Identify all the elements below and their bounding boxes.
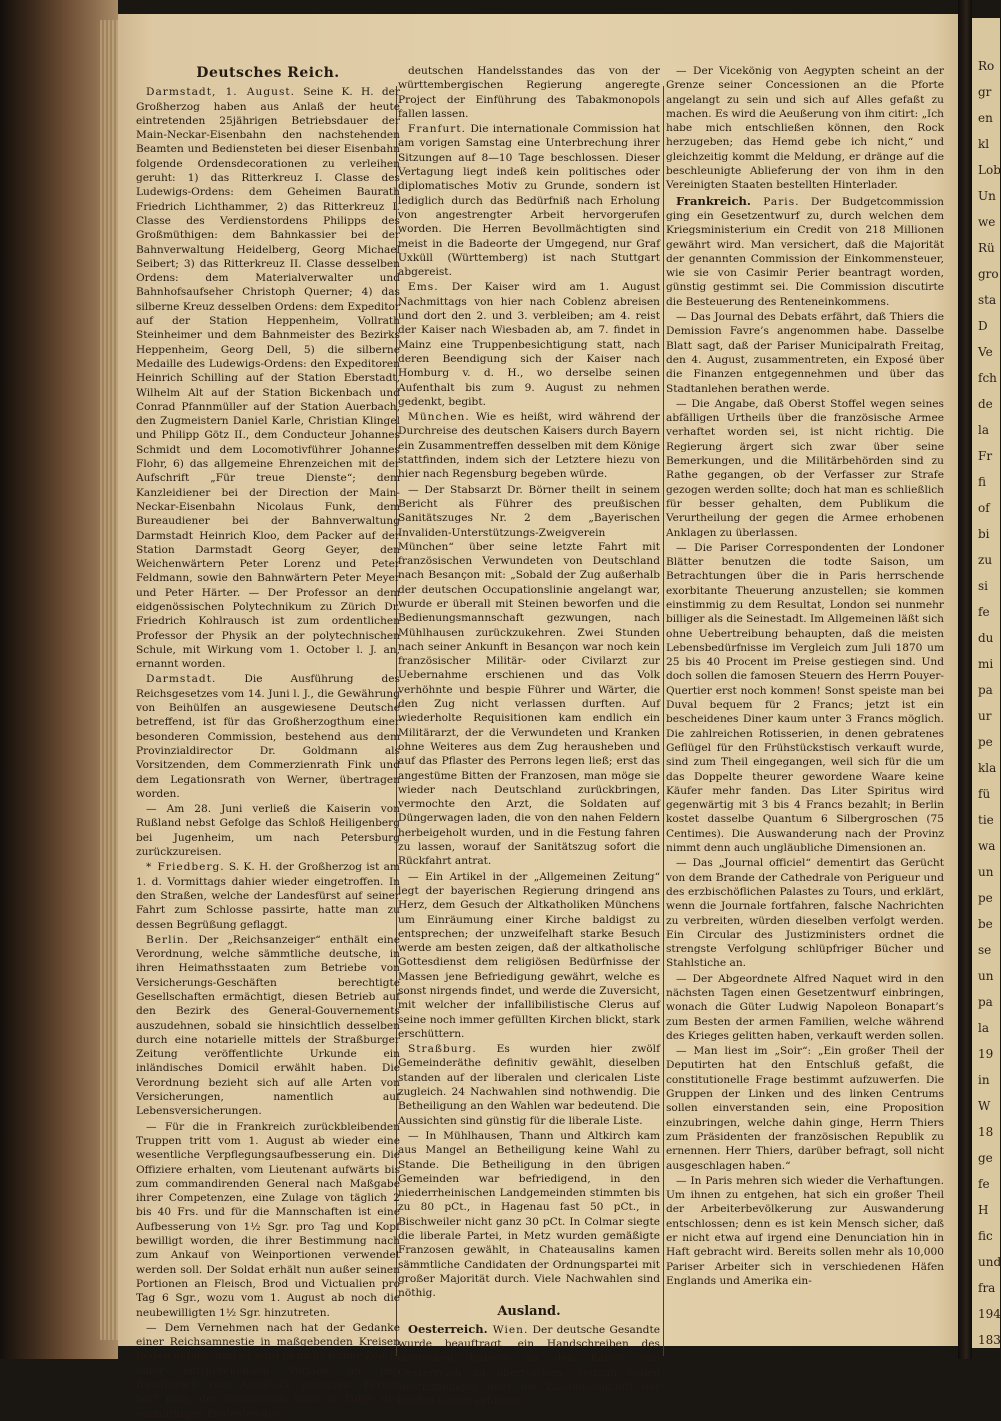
column-2-body (398, 64, 660, 1301)
column-3-body (666, 64, 944, 1288)
section-heading-ausland: Ausland. (497, 1303, 561, 1319)
next-page-text-fragment: W (978, 1099, 991, 1113)
dateline: Darmstadt, 1. August. (146, 86, 296, 99)
next-page-text-fragment: pa (978, 683, 993, 697)
next-page-text-fragment: Lob (978, 163, 1001, 177)
next-page-text-fragment: in (978, 1073, 990, 1087)
paragraph-text: — In Mühlhausen, Thann und Altkirch kam aus Mangel an Betheiligung keine Wahl zu Stande. Die Betheiligung in den übrigen Gemeinden war befriedigend, in den niederrheinischen Landgemeinden stimmten bis zu 80 pCt., in Hagenau fast 50 pCt., in Bischweiler nicht ganz 30 pCt. In Colmar siegte die liberale Partei, in Metz wurden gemäßigte Franzosen gewählt, in Chateausalins kamen sämmtliche Candidaten der Ordnungspartei mit großer Majorität durch. Viele Nachwahlen sind nöthig. (398, 1129, 660, 1300)
article-paragraph (136, 860, 400, 931)
next-page-text-fragment: fe (978, 1177, 990, 1191)
paragraph-text: Der Kaiser wird am 1. August Nachmittags von hier nach Coblenz abreisen und dort den 2. und 3. verbleiben; am 4. reist der Kaiser nach Wiesbaden ab, am 7. findet in Mainz eine Truppenbesichtigung statt, nach deren Beendigung sich der Kaiser nach Homburg v. d. H., wo derselbe seinen Aufenthalt bis zum 9. August zu nehmen gedenkt, begibt. (398, 281, 660, 408)
article-paragraph (398, 870, 660, 1042)
dateline: Berlin. (146, 933, 190, 946)
paragraph-text: Der Budgetcommission ging ein Gesetzentwurf zu, durch welchen dem Kriegsministerium ein Credit von 218 Millionen gewährt wird. Man versichert, daß die Majorität der genannten Commission der Einkommensteuer, wie sie von Casimir Perier beantragt worden, günstig gestimmt sei. Die Commission discutirte die Besteuerung des Renteneinkommens. (666, 195, 945, 308)
dateline: Darmstadt. (146, 673, 217, 686)
article-paragraph (136, 1321, 400, 1421)
paragraph-text: — Der Vicekönig von Aegypten scheint an der Grenze seiner Concessionen an die Pforte angelangt zu sein und sich auf Alles gefaßt zu machen. Es wird die Aeußerung von ihm citirt: „Ich habe mich entschließen können, den Rock herzugeben; das Hemd gebe ich nicht,“ und gleichzeitig kommt die Meldung, er dränge auf die beschleunigte Ablieferung der von ihm in den Vereinigten Staaten bestellten Hinterlader. (666, 65, 944, 192)
next-page-text-fragment: und (978, 1255, 1001, 1269)
paragraph-text: — Die Pariser Correspondenten der Londoner Blätter benutzen die todte Saison, um Betrachtungen über die in Paris herrschende exorbitante Theuerung anzustellen; sie kommen einstimmig zu dem Resultat, London sei nunmehr billiger als die Seinestadt. Im Allgemeinen läßt sich ohne Uebertreibung behaupten, daß die meisten Lebensbedürfnisse im Vergleich zum Juli 1870 um 25 bis 40 Procent im Preise gestiegen sind. Und doch sollen die famosen Steuern des Herrn Pouyer-Quertier erst noch kommen! Sonst speiste man bei Duval bequem für 2 Francs; jetzt ist ein bescheidenes Diner kaum unter 3 Francs möglich. Die zahlreichen Rotisserien, in denen gebratenes Geflügel für den Frühstückstisch verkauft wurde, sind zum Theil eingegangen, weil sich für die um das Doppelte theurer gewordene Waare keine Käufer mehr fanden. Das Liter Spiritus wird gegenwärtig mit 3 bis 4 Francs bezahlt; in Berlin kostet dasselbe Quantum 6 Silbergroschen (75 Centimes). Die Auswanderung nach der Provinz nimmt denn auch ungläubliche Dimensionen an. (666, 541, 944, 855)
next-page-text-fragment: bi (978, 527, 990, 541)
next-page-text-fragment: un (978, 969, 994, 983)
next-page-text-fragment: Un (978, 189, 996, 203)
dateline: * Friedberg. (146, 861, 225, 874)
next-page-text-fragment: si (978, 579, 988, 593)
next-page-text-fragment: we (978, 215, 996, 229)
next-page-text-fragment: ur (978, 709, 992, 723)
article-paragraph (136, 85, 400, 671)
newspaper-page (118, 14, 966, 1420)
column-3 (666, 64, 944, 1354)
dateline: Ems. (408, 281, 439, 294)
dateline: Paris. (750, 195, 800, 208)
article-paragraph (398, 64, 660, 121)
article-paragraph (398, 1129, 660, 1301)
next-page-text-fragment: gro (978, 267, 999, 281)
next-page-text-fragment: fi (978, 475, 987, 489)
article-paragraph (398, 1042, 660, 1128)
paragraph-text: deutschen Handelsstandes das von der württembergischen Regierung angeregte Project der Einführung des Tabakmonopols fallen lassen. (398, 65, 660, 120)
article-paragraph (666, 310, 944, 396)
dateline: Wien. (487, 1323, 529, 1336)
next-page-text-fragment: Rü (978, 241, 995, 255)
next-page-text-fragment: 194 (978, 1307, 1001, 1321)
next-page-edge (972, 18, 1000, 1348)
column-2-body-ausland (398, 1322, 660, 1409)
paragraph-text: — Ein Artikel in der „Allgemeinen Zeitung“ legt der bayerischen Regierung dringend ans Herz, dem Gesuch der Altkatholiken Münchens um Einräumung einer Kirche baldigst zu entsprechen; der unzweifelhaft starke Besuch werde am besten zeigen, daß der altkatholische Gottesdienst dem religiösen Bedürfnisse der Massen jene Befriedigung gewährt, welche es sonst nirgends findet, und werde die Zuversicht, mit welcher der infallibilistische Clerus auf seine noch immer gefüllten Kirchen blickt, stark erschüttern. (398, 870, 660, 1040)
article-paragraph (666, 541, 944, 856)
book-gutter (958, 0, 972, 1359)
next-page-text-fragment: fe (978, 605, 990, 619)
column-rule-2 (663, 86, 664, 1356)
paragraph-text: — Für die in Frankreich zurückbleibenden Truppen tritt vom 1. August ab wieder eine wesentliche Verpflegungsaufbesserung ein. Die Offiziere erhalten, vom Lieutenant aufwärts bis zum commandirenden General nach Maßgabe ihrer Competenzen, eine Zulage von täglich 2 bis 40 Frs. und für die Mannschaften ist eine Aufbesserung von 1½ Sgr. pro Tag und Kopf bewilligt worden, die ihrer Bestimmung nach zum Ankauf von Weinportionen verwendet werden soll. Der Soldat erhält nun außer seinen Portionen an Fleisch, Brod und Victualien pro Tag 6 Sgr., wozu vom 1. August ab noch die neubewilligten 1½ Sgr. hinzutreten. (136, 1120, 400, 1319)
next-page-text-fragment: en (978, 111, 993, 125)
next-page-text-fragment: zu (978, 553, 993, 567)
article-paragraph (136, 933, 400, 1119)
section-heading-deutsches-reich: Deutsches Reich. (196, 65, 340, 81)
article-paragraph (666, 194, 944, 309)
next-page-text-fragment: sta (978, 293, 997, 307)
next-page-text-fragment: 18 (978, 1125, 994, 1139)
article-paragraph (136, 802, 400, 859)
next-page-text-fragment: Fr (978, 449, 993, 463)
paragraph-text: S. K. H. der Großherzog ist am 1. d. Vormittags dahier wieder eingetroffen. In den Straßen, welche der Landesfürst auf seiner Fahrt zum Schlosse passirte, hatte man zu dessen Begrüßung geflaggt. (136, 861, 400, 931)
next-page-text-fragment: kla (978, 761, 997, 775)
paragraph-text: Es wurden hier zwölf Gemeinderäthe definitiv gewählt, dieselben standen auf der liberalen und clericalen Liste zugleich. 24 Nachwahlen sind nothwendig. Die Betheiligung an den Wahlen war bedeutend. Die Aussichten sind günstig für die liberale Liste. (398, 1043, 660, 1127)
dateline: München. (408, 411, 470, 424)
country-heading: Oesterreich. (408, 1321, 488, 1336)
paragraph-text: — In Paris mehren sich wieder die Verhaftungen. Um ihnen zu entgehen, hat sich ein großer Theil der Arbeiterbevölkerung zur Auswanderung entschlossen; denn es ist kein Mensch sicher, daß er nicht etwa auf irgend eine Denunciation hin in Haft gebracht wird. Bereits sollen mehr als 10,000 Pariser Arbeiter sich in verschiedenen Häfen Englands und Amerika ein- (666, 1174, 944, 1287)
paragraph-text: — Das „Journal officiel“ dementirt das Gerücht von dem Brande der Cathedrale von Perigueur und des erzbischöflichen Palastes zu Tours, und erklärt, wenn die Journale fortfahren, falsche Nachrichten zu verbreiten, würden dieselben verfolgt werden. Ein Circular des Justizministers ordnet die strengste Verfolgung schlüpfriger Bücher und Stahlstiche an. (666, 857, 944, 970)
dateline: Franfurt. (408, 123, 466, 136)
next-page-text-fragment: du (978, 631, 994, 645)
article-paragraph (398, 122, 660, 279)
dateline: Straßburg. (408, 1043, 477, 1056)
next-page-text-fragment: tie (978, 813, 994, 827)
article-paragraph (398, 280, 660, 409)
next-page-text-fragment: pe (978, 891, 993, 905)
next-page-text-fragment: 19 (978, 1047, 994, 1061)
paragraph-text: — Man liest im „Soir“: „Ein großer Theil der Deputirten hat den Entschluß gefaßt, die constitutionelle Frage bestimmt aufzuwerfen. Die Gruppen der Linken und des linken Centrums sollen einverstanden sein, eine Proposition einzubringen, welche dahin ginge, Herrn Thiers zum Präsidenten der französischen Republik zu ernennen. Herr Thiers, darüber befragt, soll nicht ausgeschlagen haben.“ (666, 1045, 944, 1172)
next-page-text-fragment: fch (978, 371, 997, 385)
next-page-text-fragment: mi (978, 657, 994, 671)
next-page-text-fragment: un (978, 865, 994, 879)
next-page-text-fragment: of (978, 501, 990, 515)
article-paragraph (666, 1044, 944, 1173)
next-page-text-fragment: Ro (978, 59, 995, 73)
next-page-text-fragment: ge (978, 1151, 993, 1165)
next-page-text-fragment: Ve (978, 345, 993, 359)
next-page-text-fragment: gr (978, 85, 992, 99)
next-page-text-fragment: be (978, 917, 993, 931)
paragraph-text: — Am 28. Juni verließ die Kaiserin von Rußland nebst Gefolge das Schloß Heiligenberg bei Jugenheim, um nach Petersburg zurückzureisen. (136, 803, 400, 859)
next-page-text-fragment: la (978, 423, 989, 437)
article-paragraph (666, 972, 944, 1043)
next-page-text-fragment: de (978, 397, 993, 411)
paragraph-text: Wie es heißt, wird während der Durchreise des deutschen Kaisers durch Bayern ein Zusammentreffen desselben mit dem Könige stattfinden, indem sich der Letztere hiezu von hier nach Regensburg begeben würde. (398, 411, 660, 481)
article-paragraph (398, 483, 660, 869)
country-heading: Frankreich. (676, 193, 751, 208)
article-paragraph (666, 856, 944, 970)
article-paragraph (136, 1120, 400, 1320)
article-paragraph (666, 397, 944, 540)
next-page-text-fragment: pa (978, 995, 993, 1009)
next-page-text-fragment: la (978, 1021, 989, 1035)
next-page-text-fragment: kl (978, 137, 990, 151)
next-page-text-fragment: se (978, 943, 992, 957)
column-1-body (136, 85, 400, 1421)
paragraph-text: Die internationale Commission hat am vorigen Samstag eine Unterbrechung ihrer Sitzungen auf 8—10 Tage beschlossen. Dieser Vertagung liegt indeß kein politisches oder diplomatisches Motiv zu Grunde, sondern ist lediglich durch das Bedürfniß nach Erholung von angestrengter Arbeit hervorgerufen worden. Die Herren Bevollmächtigten sind meist in die Badeorte der Umgegend, nur Graf Uxküll (Württemberg) ist nach Stuttgart abgereist. (398, 123, 660, 279)
next-page-text-fragment: H (978, 1203, 989, 1217)
next-page-text-fragment: fra (978, 1281, 996, 1295)
article-paragraph (398, 1322, 660, 1409)
next-page-text-fragment: fic (978, 1229, 993, 1243)
article-paragraph (666, 64, 944, 193)
next-page-text-fragment: fü (978, 787, 991, 801)
paragraph-text: — Die Angabe, daß Oberst Stoffel wegen seines abfälligen Urtheils über die französische Armee verhaftet worden sei, ist nicht richtig. Die Regierung ärgert sich zwar über seine Bemerkungen, und die Militärbehörden sind zu Rathe gegangen, ob der Verfasser zur Strafe gezogen werden sollte; doch hat man es schließlich für besser gehalten, dem Publikum die Verurtheilung der gegen die Armee erhobenen Anklagen zu überlassen. (666, 397, 944, 539)
paragraph-text: Der „Reichsanzeiger“ enthält eine Verordnung, welche sämmtliche deutsche, in ihren Heimathsstaaten zum Betriebe von Versicherungs-Geschäften berechtigte Gesellschaften ermächtigt, diesen Betrieb auf den Bezirk des General-Gouvernements auszudehnen, sobald sie hinsichtlich desselben durch eine notarielle mittels der Straßburger Zeitung veröffentlichte Urkunde ein inländisches Domicil erwählt haben. Die Verordnung bezieht sich auf alle Arten von Versicherungen, namentlich auf Lebensversicherungen. (136, 933, 400, 1118)
next-page-text-fragment: D (978, 319, 988, 333)
next-page-text-fragment: pe (978, 735, 993, 749)
column-2 (398, 64, 660, 1408)
next-page-text-fragment: 183 (978, 1333, 1001, 1347)
article-paragraph (666, 1174, 944, 1288)
article-paragraph (398, 410, 660, 481)
column-1 (136, 64, 400, 1420)
article-paragraph (136, 672, 400, 801)
paragraph-text: Die Ausführung des Reichsgesetzes vom 14. Juni l. J., die Gewährung von Beihülfen an ausgewiesene Deutsche betreffend, ist für das Großherzogthum einer besonderen Commission, bestehend aus dem Provinzialdirector Dr. Goldmann als Vorsitzenden, dem Commerzienrath Fink und dem Legationsrath von Werner, übertragen worden. (136, 673, 400, 800)
paragraph-text: — Der Abgeordnete Alfred Naquet wird in den nächsten Tagen einen Gesetzentwurf einbringen, wonach die Güter Ludwig Napoleon Bonapart’s zum Besten der armen Familien, welche während des Krieges gelitten haben, verkauft werden sollen. (666, 972, 945, 1042)
paragraph-text: — Das Journal des Debats erfährt, daß Thiers die Demission Favre’s angenommen habe. Dasselbe Blatt sagt, daß der Pariser Municipalrath Freitag, den 4. August, zusammentreten, ein Exposé über die Finanzen entgegennehmen und über das Stadtanlehen berathen werde. (666, 311, 944, 395)
paragraph-text: — Dem Vernehmen nach hat der Gedanke einer Reichsamnestie in maßgebenden Kreisen Boden gefaßt, und es wird in nicht ferner Zeit in einer entsprechenden Vorlage an den Bundesrath zum Ausdruck gelangen. Ferner hört man, der Bundesrath habe in Folge des einmüthigen Protestes des (136, 1321, 400, 1420)
paragraph-text: Der deutsche Gesandte wurde beauftragt, ein Handschreiben des deutschen Kaisers an den Kaiser von Oesterreich zu überreichen. Sodann sollen Bestimmungen über die Zusammenkunft der beiden Kaiser erfolgen. (398, 1323, 660, 1408)
paragraph-text: — Der Stabsarzt Dr. Börner theilt in seinem Bericht als Führer des preußischen Sanitätszuges Nr. 2 dem „Bayerischen Invaliden-Unterstützungs-Zweigverein München“ über seine letzte Fahrt mit französischen Verwundeten von Deutschland nach Besançon mit: „Sobald der Zug außerhalb der deutschen Occupationslinie angelangt war, wurde er überall mit Steinen beworfen und die Bedienungsmannschaft gezwungen, nach Mühlhausen zurückzukehren. Zwei Stunden nach seiner Ankunft in Besançon war noch kein französischer Militär- oder Civilarzt zur Uebernahme erschienen und das Volk verhöhnte und bespie Führer und Wärter, die den Zug nicht verlassen durften. Auf wiederholte Requisitionen kam endlich ein Militärarzt, der die Verwundeten und Kranken ohne Weiteres aus dem Zug herausheben und auf das Pflaster des Perrons legen ließ; erst das angestüme Bitten der Franzosen, man möge sie wieder nach Deutschland zurückbringen, vermochte den Arzt, die Soldaten auf Düngerwagen laden, die von den nahen Feldern herbeigeholt wurden, und in die Festung fahren zu lassen, worauf der Sanitätszug sofort die Rückfahrt antrat. (398, 483, 660, 868)
next-page-text-fragment: wa (978, 839, 996, 853)
paragraph-text: Seine K. H. der Großherzog haben aus Anlaß der heute eintretenden 25jährigen Betriebsdauer der Main-Neckar-Eisenbahn den nachstehenden Beamten und Bediensteten bei dieser Eisenbahn folgende Ordensdecorationen zu verleihen geruht: 1) das Ritterkreuz I. Classe des Ludewigs-Ordens: dem Geheimen Baurath Friedrich Lichthammer, 2) das Ritterkreuz I. Classe des Verdienstordens Philipps des Großmüthigen: dem Bahnkassier bei der Bahnverwaltung Heidelberg, Georg Michael Seibert; 3) das Ritterkreuz II. Classe desselben Ordens: dem Materialverwalter und Bahnhofsaufseher Christoph Querner; 4) das silberne Kreuz desselben Ordens: dem Expeditor auf der Station Heppenheim, Vollrath Steinheimer und dem Bahnmeister des Bezirks Heppenheim, Georg Dell, 5) die silberne Medaille des Ludewigs-Ordens: den Expeditoren Heinrich Schilling auf der Station Eberstadt, Wilhelm Alt auf der Station Bickenbach und Conrad Pfannmüller auf der Station Auerbach, den Zugmeistern Daniel Karle, Christian Klingel und Philipp Götz II., dem Conducteur Johannes Schmidt und dem Locomotivführer Johannes Flohr, 6) das allgemeine Ehrenzeichen mit der Aufschrift „Für treue Dienste“; dem Kanzleidiener bei der Direction der Main-Neckar-Eisenbahn Nicolaus Funk, dem Bureaudiener bei der Bahnverwaltung Darmstadt Heinrich Kloo, dem Packer auf der Station Darmstadt Georg Geyer, den Weichenwärtern Peter Lorenz und Peter Feldmann, sowie den Bahnwärtern Peter Meyer und Peter Härter. — Der Professor an dem eidgenössischen Polytechnikum zu Zürich Dr. Friedrich Kohlrausch ist zum ordentlichen Professor der Physik an der polytechnischen Schule, mit Wirkung vom 1. October l. J. an, ernannt worden. (136, 86, 400, 671)
